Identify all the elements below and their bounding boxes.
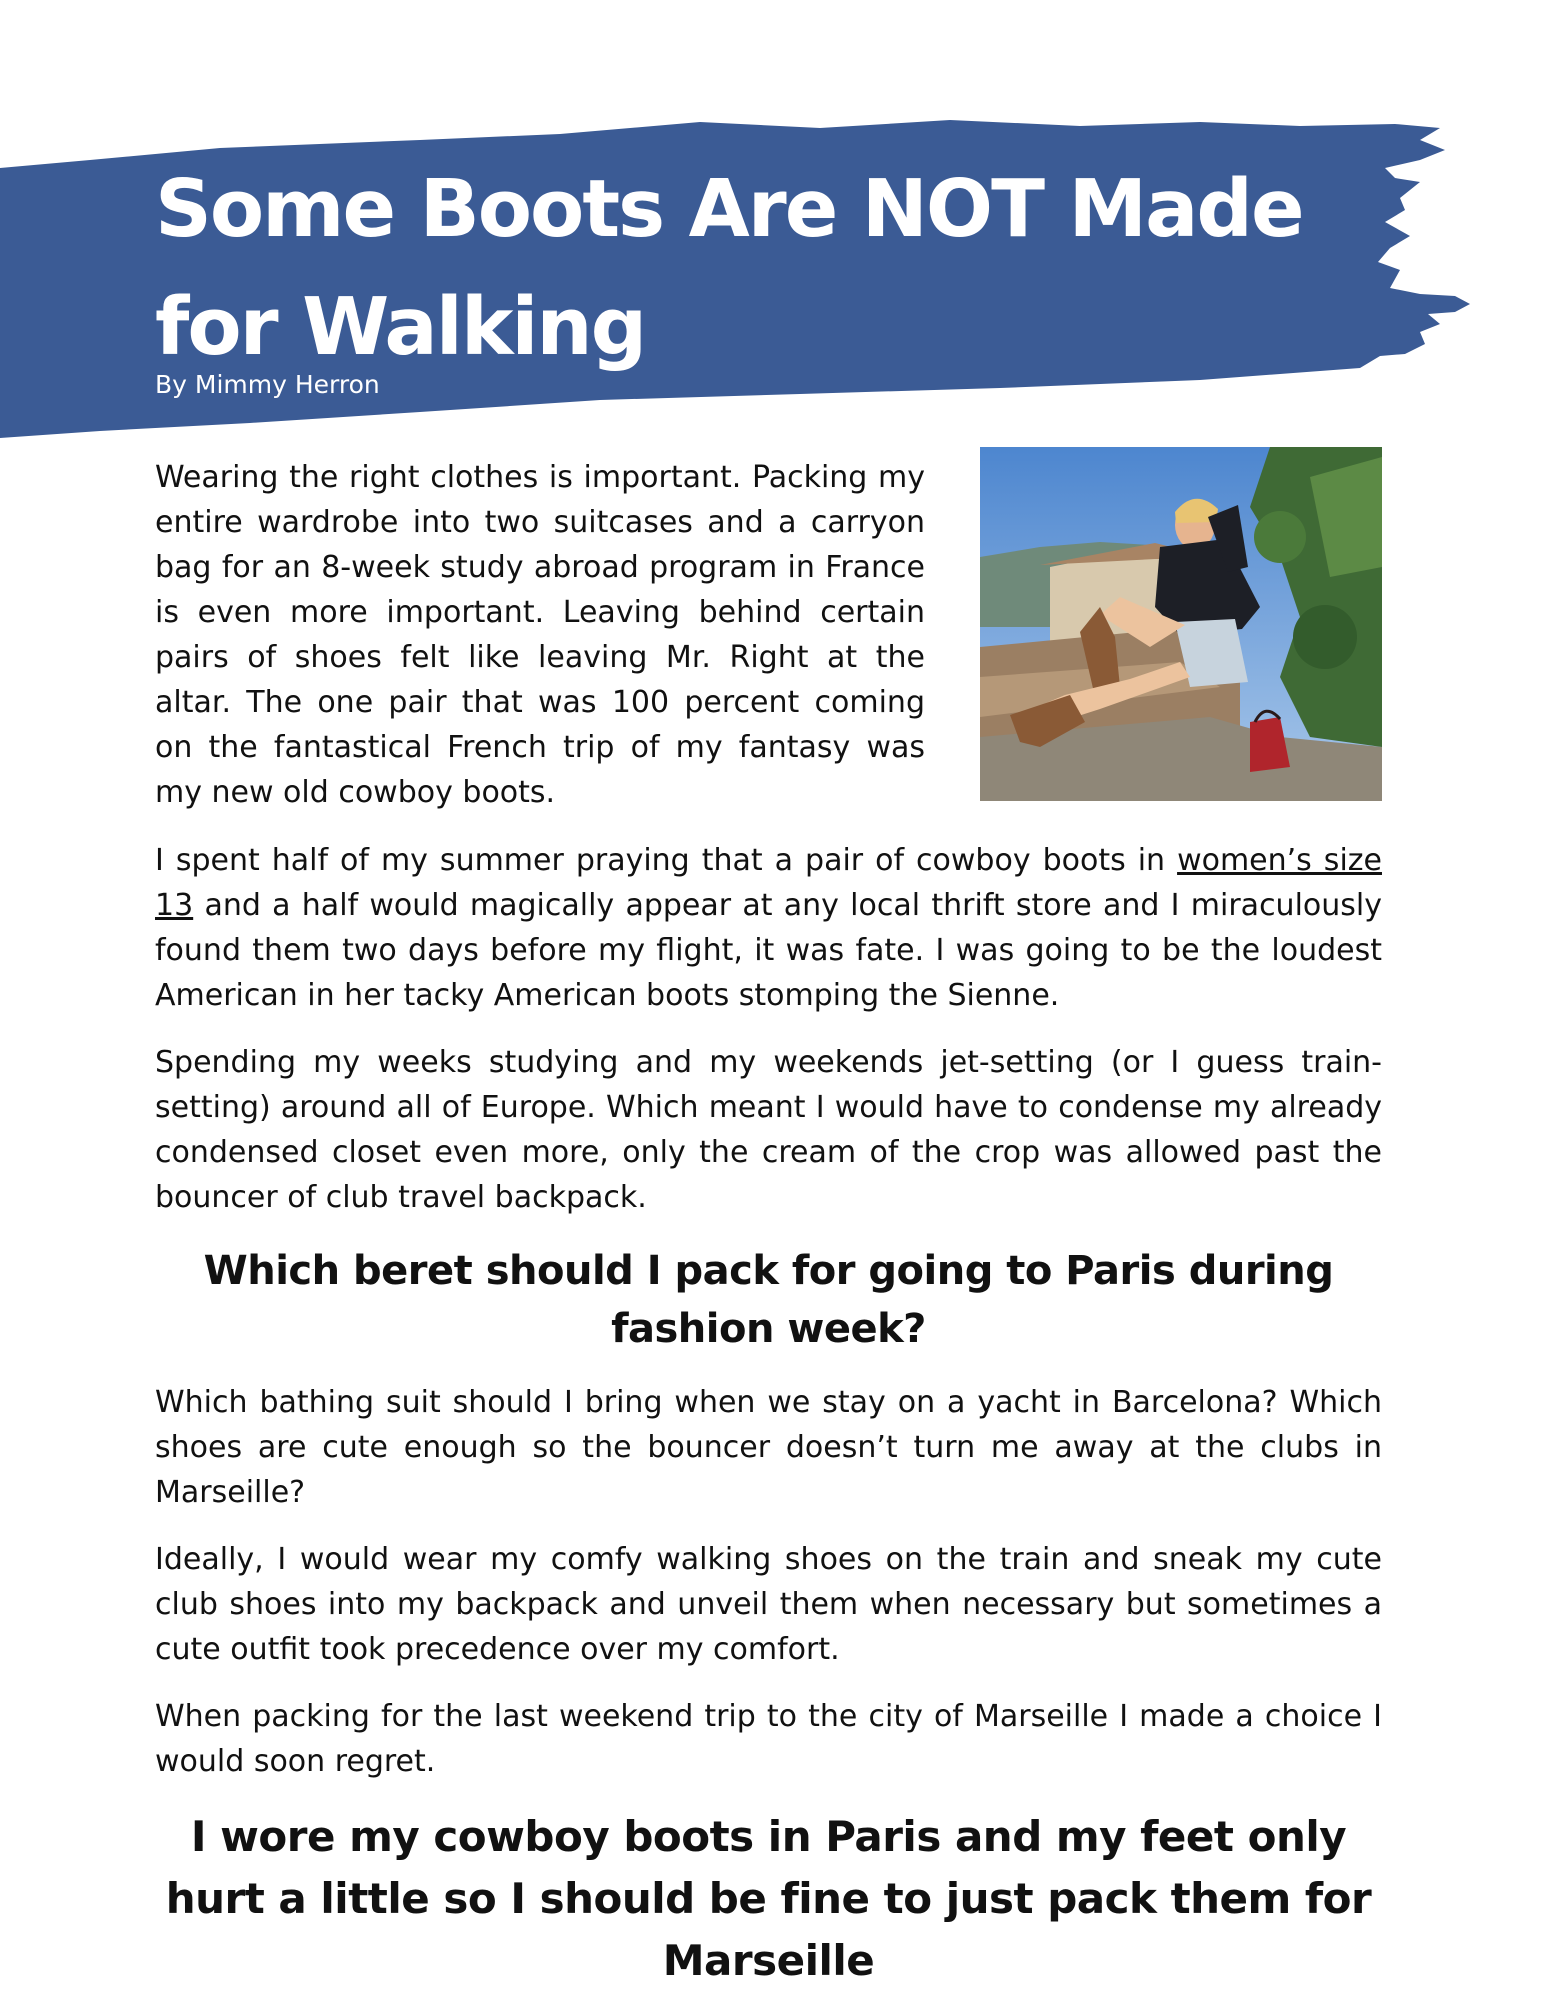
size-link[interactable]: women’s size 13 [155,843,1382,923]
intro-paragraph: Wearing the right clothes is important. Packing my entire wardrobe into two suitcases and a carryon bag for an 8-week study abroad program in France is even more important. Leaving behind certain pairs of shoes felt like leaving Mr. Right at the altar. The one pair that was 100 percent coming on the fantastical French trip of my fantasy was my new old cowboy boots. [155,460,925,810]
paragraph-comfy-shoes: Ideally, I would wear my comfy walking shoes on the train and sneak my cute club shoes into my backpack and unveil them when necessary but sometimes a cute outfit took precedence over my comfort. [155,1542,1382,1667]
paragraph-text: I spent half of my summer praying that a pair of cowboy boots in [155,843,1178,878]
subheading-cowboy-boots: I wore my cowboy boots in Paris and my feet only hurt a little so I should be fine to just pack them for Marseille [165,1812,1372,1985]
article-body [155,838,1382,2014]
article-photo [980,447,1382,801]
article-title: Some Boots Are NOT Made for Walking [155,163,1303,373]
paragraph-marseille: When packing for the last weekend trip to the city of Marseille I made a choice I would soon regret. [155,1699,1382,1779]
byline: By Mimmy Herron [155,370,380,399]
subheading-beret: Which beret should I pack for going to Paris during fashion week? [203,1248,1334,1352]
photo-person-sitting-on-stone-wall-icon [980,447,1382,801]
paragraph-text: and a half would magically appear at any local thrift store and I miraculously found them two days before my flight, it was fate. I was going to be the loudest American in her tacky American boots stomping the Sienne. [155,888,1382,1013]
paragraph-travel: Spending my weeks studying and my weekends jet-setting (or I guess train-setting) around all of Europe. Which meant I would have to condense my already condensed closet even more, only the cream of the crop was allowed past the bouncer of club travel backpack. [155,1045,1382,1215]
paragraph-bathing-suit: Which bathing suit should I bring when we stay on a yacht in Barcelona? Which shoes are cute enough so the bouncer doesn’t turn me away at the clubs in Marseille? [155,1385,1382,1510]
paragraph-size-search [155,838,1382,1018]
